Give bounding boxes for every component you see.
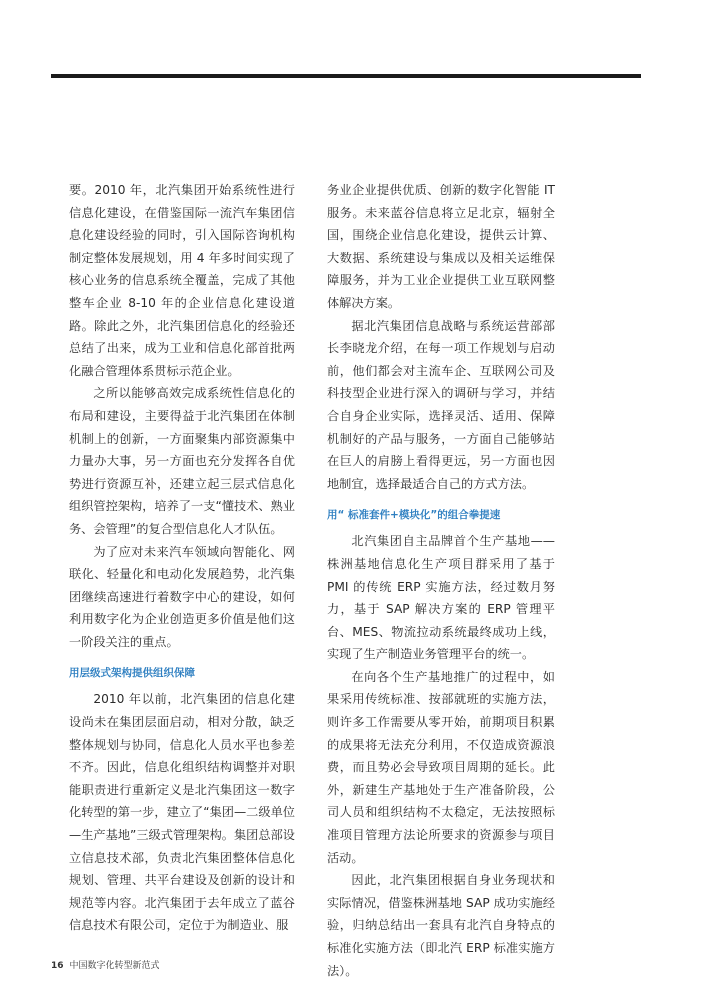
- header-rule: [51, 74, 641, 78]
- section-subheading: 用层级式架构提供组织保障: [69, 667, 195, 680]
- body-paragraph: 北汽集团自主品牌首个生产基地——株洲基地信息化生产项目群采用了基于 PMI 的传统 ERP 实施方法，经过数月努力，基于 SAP 解决方案的 ERP 管理平台、MES、物流拉动系统最终成功上线，实现了生产制造业务管理平台的统一。: [327, 534, 555, 662]
- section-subheading: 用“ 标准套件+模块化”的组合拳提速: [327, 509, 501, 522]
- page-footer: [51, 958, 160, 971]
- right-column: [327, 179, 555, 982]
- page-number: 16: [51, 961, 64, 971]
- body-paragraph: 2010 年以前，北汽集团的信息化建设尚未在集团层面启动，相对分散，缺乏整体规划与协同，信息化人员水平也参差不齐。因此，信息化组织结构调整并对职能职责进行重新定义是北汽集团这一数字化转型的第一步，建立了“集团—二级单位—生产基地”三级式管理架构。集团总部设立信息技术部，负责北汽集团整体信息化规划、管理、共平台建设及创新的设计和规范等内容。北汽集团于去年成立了蓝谷信息技术有限公司，定位于为制造业、服: [69, 692, 295, 933]
- body-paragraph: 之所以能够高效完成系统性信息化的布局和建设，主要得益于北汽集团在体制机制上的创新，一方面聚集内部资源集中力量办大事，另一方面也充分发挥各自优势进行资源互补，还建立起三层式信息化组织管控架构，培养了一支“懂技术、熟业务、会管理”的复合型信息化人才队伍。: [69, 386, 295, 536]
- body-paragraph: 为了应对未来汽车领域向智能化、网联化、轻量化和电动化发展趋势，北汽集团继续高速进行着数字中心的建设，如何利用数字化为企业创造更多价值是他们这一阶段关注的重点。: [69, 544, 295, 649]
- left-column: [69, 179, 295, 937]
- body-paragraph: 要。2010 年，北汽集团开始系统性进行信息化建设，在借鉴国际一流汽车集团信息化建设经验的同时，引入国际咨询机构制定整体发展规划，用 4 年多时间实现了核心业务的信息系统全覆盖，完成了其他整车企业 8-10 年的企业信息化建设道路。除此之外，北汽集团信息化的经验还总结了出来，成为工业和信息化部首批两化融合管理体系贯标示范企业。: [69, 183, 295, 378]
- body-paragraph: 据北汽集团信息战略与系统运营部部长李晓龙介绍，在每一项工作规划与启动前，他们都会对主流车企、互联网公司及科技型企业进行深入的调研与学习，并结合自身企业实际，选择灵活、适用、保障机制好的产品与服务，一方面自己能够站在巨人的肩膀上看得更远，另一方面也因地制宜，选择最适合自己的方式方法。: [327, 318, 555, 491]
- body-paragraph: 务业企业提供优质、创新的数字化智能 IT 服务。未来蓝谷信息将立足北京，辐射全国，围绕企业信息化建设，提供云计算、大数据、系统建设与集成以及相关运维保障服务，并为工业企业提供工业互联网整体解决方案。: [327, 183, 555, 310]
- publication-title: 中国数字化转型新范式: [69, 961, 160, 971]
- body-paragraph: 因此，北汽集团根据自身业务现状和实际情况，借鉴株洲基地 SAP 成功实施经验，归纳总结出一套具有北汽自身特点的标准化实施方法（即北汽 ERP 标准实施方法）。: [327, 873, 555, 978]
- body-paragraph: 在向各个生产基地推广的过程中，如果采用传统标准、按部就班的实施方法，则许多工作需要从零开始，前期项目积累的成果将无法充分利用，不仅造成资源浪费，而且势必会导致项目周期的延长。此外，新建生产基地处于生产准备阶段，公司人员和组织结构不太稳定，无法按照标准项目管理方法论所要求的资源参与项目活动。: [327, 669, 555, 865]
